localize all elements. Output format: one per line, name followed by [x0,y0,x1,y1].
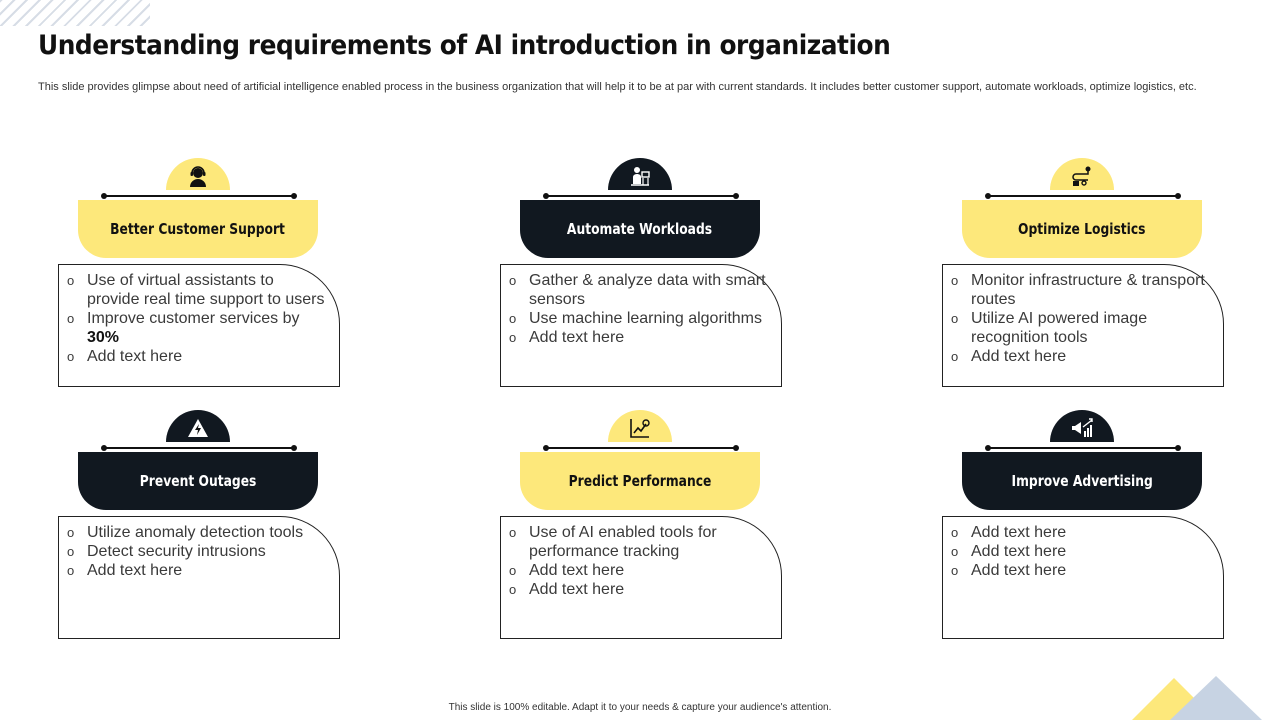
card-label-box [78,452,318,510]
warning-triangle-icon [166,410,230,442]
decor-triangle-blue [1170,676,1262,720]
bullet-item: o Detect security intrusions [67,542,329,561]
bullet-item: o Add text here [509,328,771,347]
bullet-item: o Monitor infrastructure & transport routes [951,271,1213,309]
highlight-value: 30% [87,329,120,346]
card-content [58,264,340,387]
bullet-item: o Add text here [67,561,329,580]
bullet-item: o Utilize AI powered image recognition tools [951,309,1213,347]
bullet-item: o Use of AI enabled tools for performance tracking [509,523,771,561]
connector-bar [546,447,736,449]
performance-chart-icon [608,410,672,442]
card-label: Improve Advertising [1011,472,1153,490]
bullet-item: o Use of virtual assistants to provide real time support to users [67,271,329,309]
bullet-item: o Add text here [951,523,1213,542]
card-content [500,264,782,387]
footer-note: This slide is 100% editable. Adapt it to your needs & capture your audience's attention. [448,702,832,713]
card-label: Optimize Logistics [1018,220,1146,238]
card-label: Automate Workloads [567,220,713,238]
card-predict-performance [500,410,782,650]
bullet-item: o Add text here [67,347,329,366]
megaphone-growth-icon [1050,410,1114,442]
card-optimize-logistics [942,158,1224,398]
card-content [942,516,1224,639]
card-label: Better Customer Support [110,220,286,238]
bullet-item: o Improve customer services by 30% [67,309,329,347]
bullet-item: o Gather & analyze data with smart sensors [509,271,771,309]
bullet-item: o Add text here [509,580,771,599]
connector-bar [988,447,1178,449]
page-subtitle: This slide provides glimpse about need of artificial intelligence enabled process in the business organization that will help it to be at par with current standards. It includes better customer support, automate workloads, optimize logistics, etc. [38,81,1197,93]
bullet-item: o Add text here [951,561,1213,580]
card-label-box [78,200,318,258]
card-prevent-outages [58,410,340,650]
card-label: Prevent Outages [139,472,257,490]
bullet-item: o Utilize anomaly detection tools [67,523,329,542]
bullet-item: o Add text here [951,542,1213,561]
card-content [942,264,1224,387]
corner-stripes-decoration [0,0,150,26]
bullet-item: o Add text here [509,561,771,580]
card-label-box [962,200,1202,258]
workstation-icon [608,158,672,190]
page-title: Understanding requirements of AI introduction in organization [38,30,891,61]
card-label: Predict Performance [568,472,712,490]
connector-bar [104,195,294,197]
card-content [58,516,340,639]
card-automate-workloads [500,158,782,398]
connector-bar [546,195,736,197]
route-icon [1050,158,1114,190]
card-label-box [520,452,760,510]
connector-bar [104,447,294,449]
card-content [500,516,782,639]
card-label-box [520,200,760,258]
connector-bar [988,195,1178,197]
card-improve-advertising [942,410,1224,650]
card-better-customer-support [58,158,340,398]
card-label-box [962,452,1202,510]
customer-support-icon [166,158,230,190]
bullet-item: o Add text here [951,347,1213,366]
bullet-item: o Use machine learning algorithms [509,309,771,328]
